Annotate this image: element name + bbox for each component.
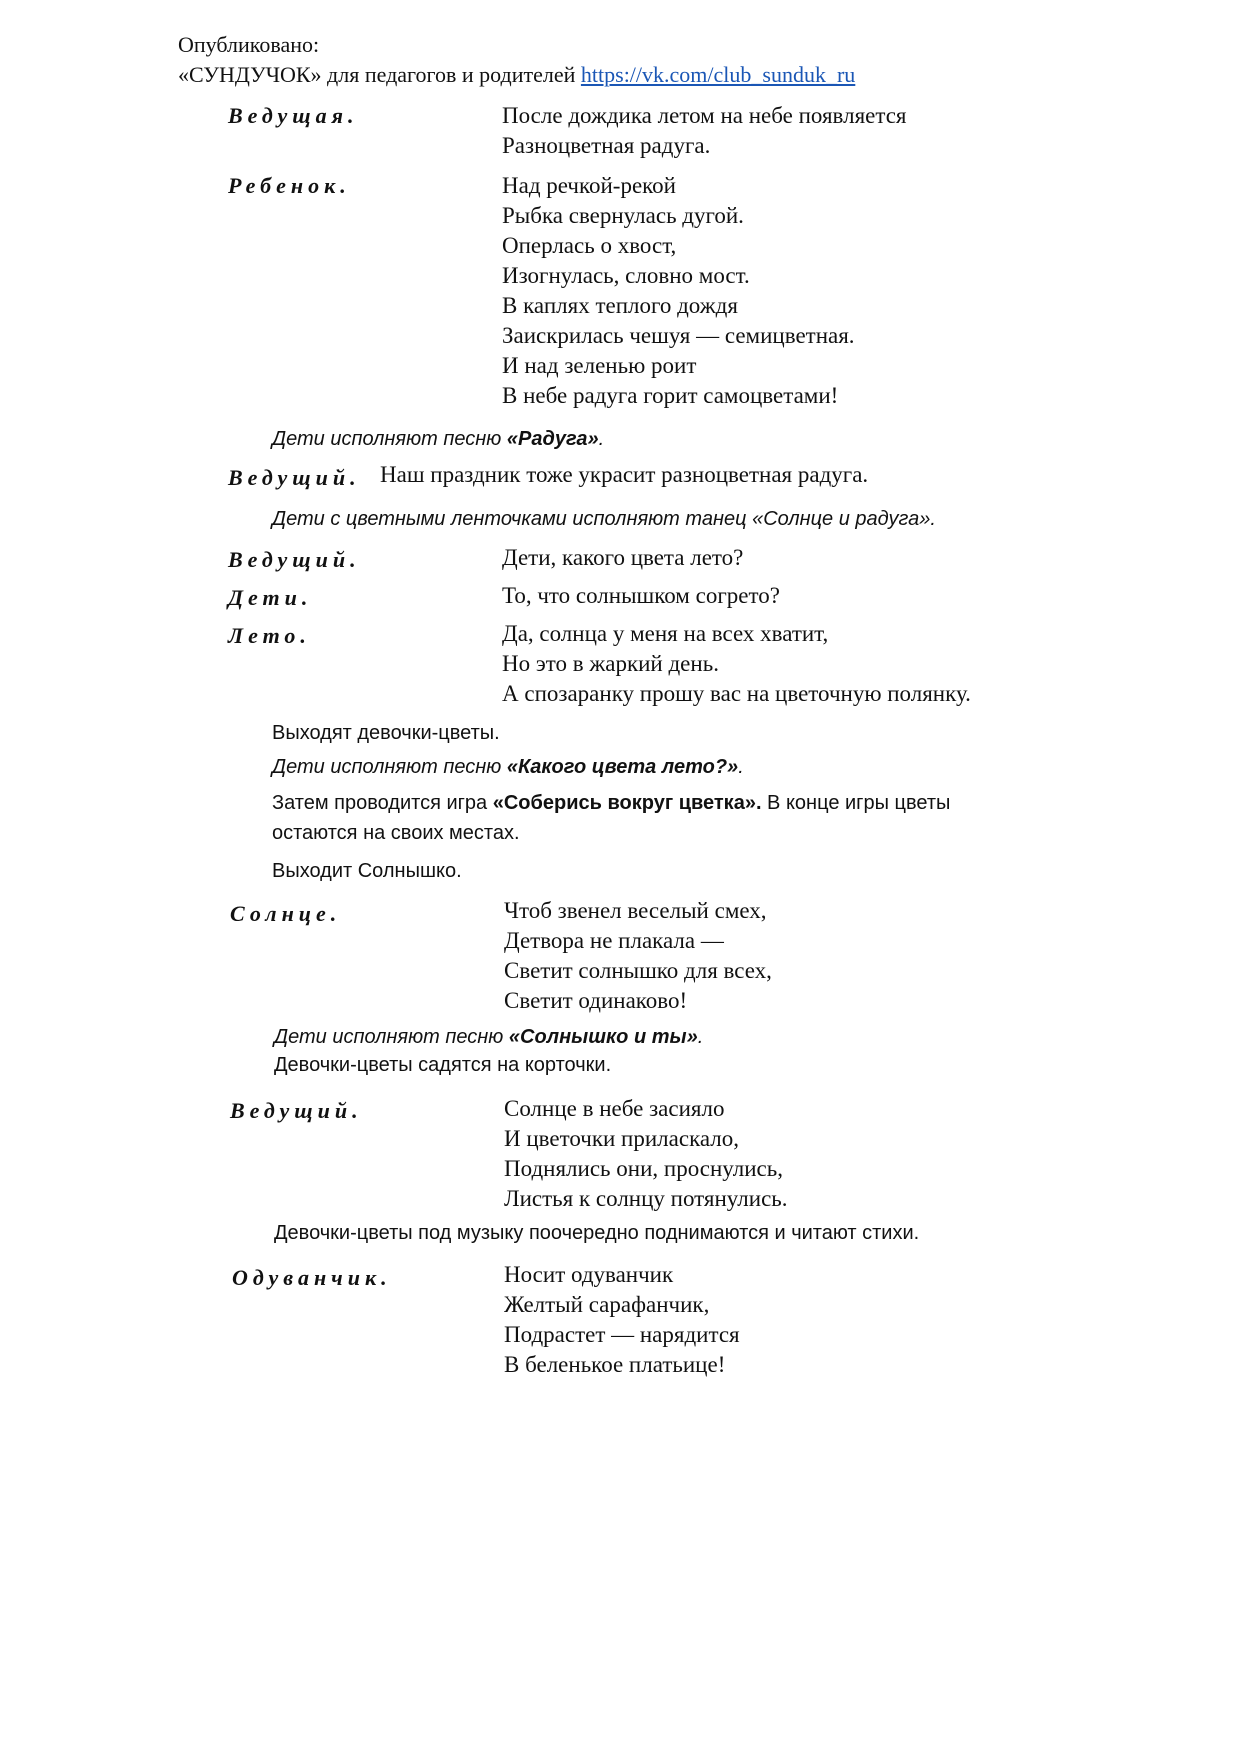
speaker-label: Ребенок. — [228, 173, 351, 198]
speaker-label: Солнце. — [230, 901, 342, 926]
verse-block — [504, 896, 772, 1016]
verse-line: Разноцветная радуга. — [502, 133, 711, 158]
publication-header — [178, 30, 855, 90]
stage-direction: Дети исполняют песню «Радуга». — [272, 428, 605, 450]
speaker-label: Дети. — [228, 585, 313, 610]
verse-line: И цветочки приласкало, — [504, 1126, 740, 1151]
published-label: Опубликовано: — [178, 32, 320, 57]
stage-direction: Девочки-цветы под музыку поочередно поднимаются и читают стихи. — [274, 1222, 920, 1244]
verse-line: В беленькое платьице! — [504, 1352, 726, 1377]
verse-line: Поднялись они, проснулись, — [504, 1156, 784, 1181]
stage-direction: Выходит Солнышко. — [272, 860, 462, 882]
speaker-label: Ведущий. — [228, 465, 361, 490]
verse-line: То, что солнышком согрето? — [502, 583, 780, 608]
speaker-label: Лето. — [228, 623, 311, 648]
verse-block — [504, 1260, 740, 1380]
verse-line: Оперлась о хвост, — [502, 233, 677, 258]
verse-line: Солнце в небе засияло — [504, 1096, 725, 1121]
verse-block — [502, 101, 906, 161]
speaker-label: Одуванчик. — [232, 1265, 392, 1290]
speaker-label: Ведущая. — [228, 103, 359, 128]
stage-direction: Выходят девочки-цветы. — [272, 722, 500, 744]
verse-line: Чтоб звенел веселый смех, — [504, 898, 767, 923]
verse-line: Светит солнышко для всех, — [504, 958, 772, 983]
verse-line: Но это в жаркий день. — [502, 651, 719, 676]
verse-block — [502, 171, 855, 411]
verse-line: Над речкой-рекой — [502, 173, 676, 198]
source-line — [178, 60, 855, 90]
vk-link[interactable]: https://vk.com/club_sunduk_ru — [580, 62, 856, 87]
verse-line: В каплях теплого дождя — [502, 293, 738, 318]
stage-direction: Девочки-цветы садятся на корточки. — [274, 1054, 612, 1076]
verse-line: А спозаранку прошу вас на цветочную полянку. — [502, 681, 971, 706]
verse-line: После дождика летом на небе появляется — [502, 103, 907, 128]
dialogue-line: Наш праздник тоже украсит разноцветная радуга. — [380, 462, 869, 487]
verse-line: Дети, какого цвета лето? — [502, 545, 744, 570]
verse-block — [504, 1094, 788, 1214]
verse-line: Да, солнца у меня на всех хватит, — [502, 621, 829, 646]
stage-direction: Дети исполняют песню «Какого цвета лето?». — [272, 756, 744, 778]
speaker-label: Ведущий. — [228, 547, 361, 572]
verse-line: Изогнулась, словно мост. — [502, 263, 750, 288]
speaker-label: Ведущий. — [230, 1098, 363, 1123]
stage-direction: Дети исполняют песню «Солнышко и ты». — [274, 1026, 704, 1048]
verse-block — [502, 619, 971, 709]
source-text: «СУНДУЧОК» для педагогов и родителей — [178, 62, 576, 87]
verse-line: И над зеленью роит — [502, 353, 697, 378]
verse-line: В небе радуга горит самоцветами! — [502, 383, 839, 408]
verse-line: Носит одуванчик — [504, 1262, 674, 1287]
verse-line: Листья к солнцу потянулись. — [504, 1186, 788, 1211]
verse-line: Подрастет — нарядится — [504, 1322, 740, 1347]
verse-line: Детвора не плакала — — [504, 928, 724, 953]
verse-block — [502, 581, 780, 611]
verse-line: Желтый сарафанчик, — [504, 1292, 710, 1317]
stage-direction: Дети с цветными ленточками исполняют танец «Солнце и радуга». — [272, 508, 936, 530]
stage-direction: Затем проводится игра «Соберись вокруг цветка». В конце игры цветы остаются на своих местах. — [272, 792, 951, 844]
verse-block — [502, 543, 743, 573]
verse-line: Заискрилась чешуя — семицветная. — [502, 323, 855, 348]
verse-line: Светит одинаково! — [504, 988, 688, 1013]
verse-line: Рыбка свернулась дугой. — [502, 203, 744, 228]
